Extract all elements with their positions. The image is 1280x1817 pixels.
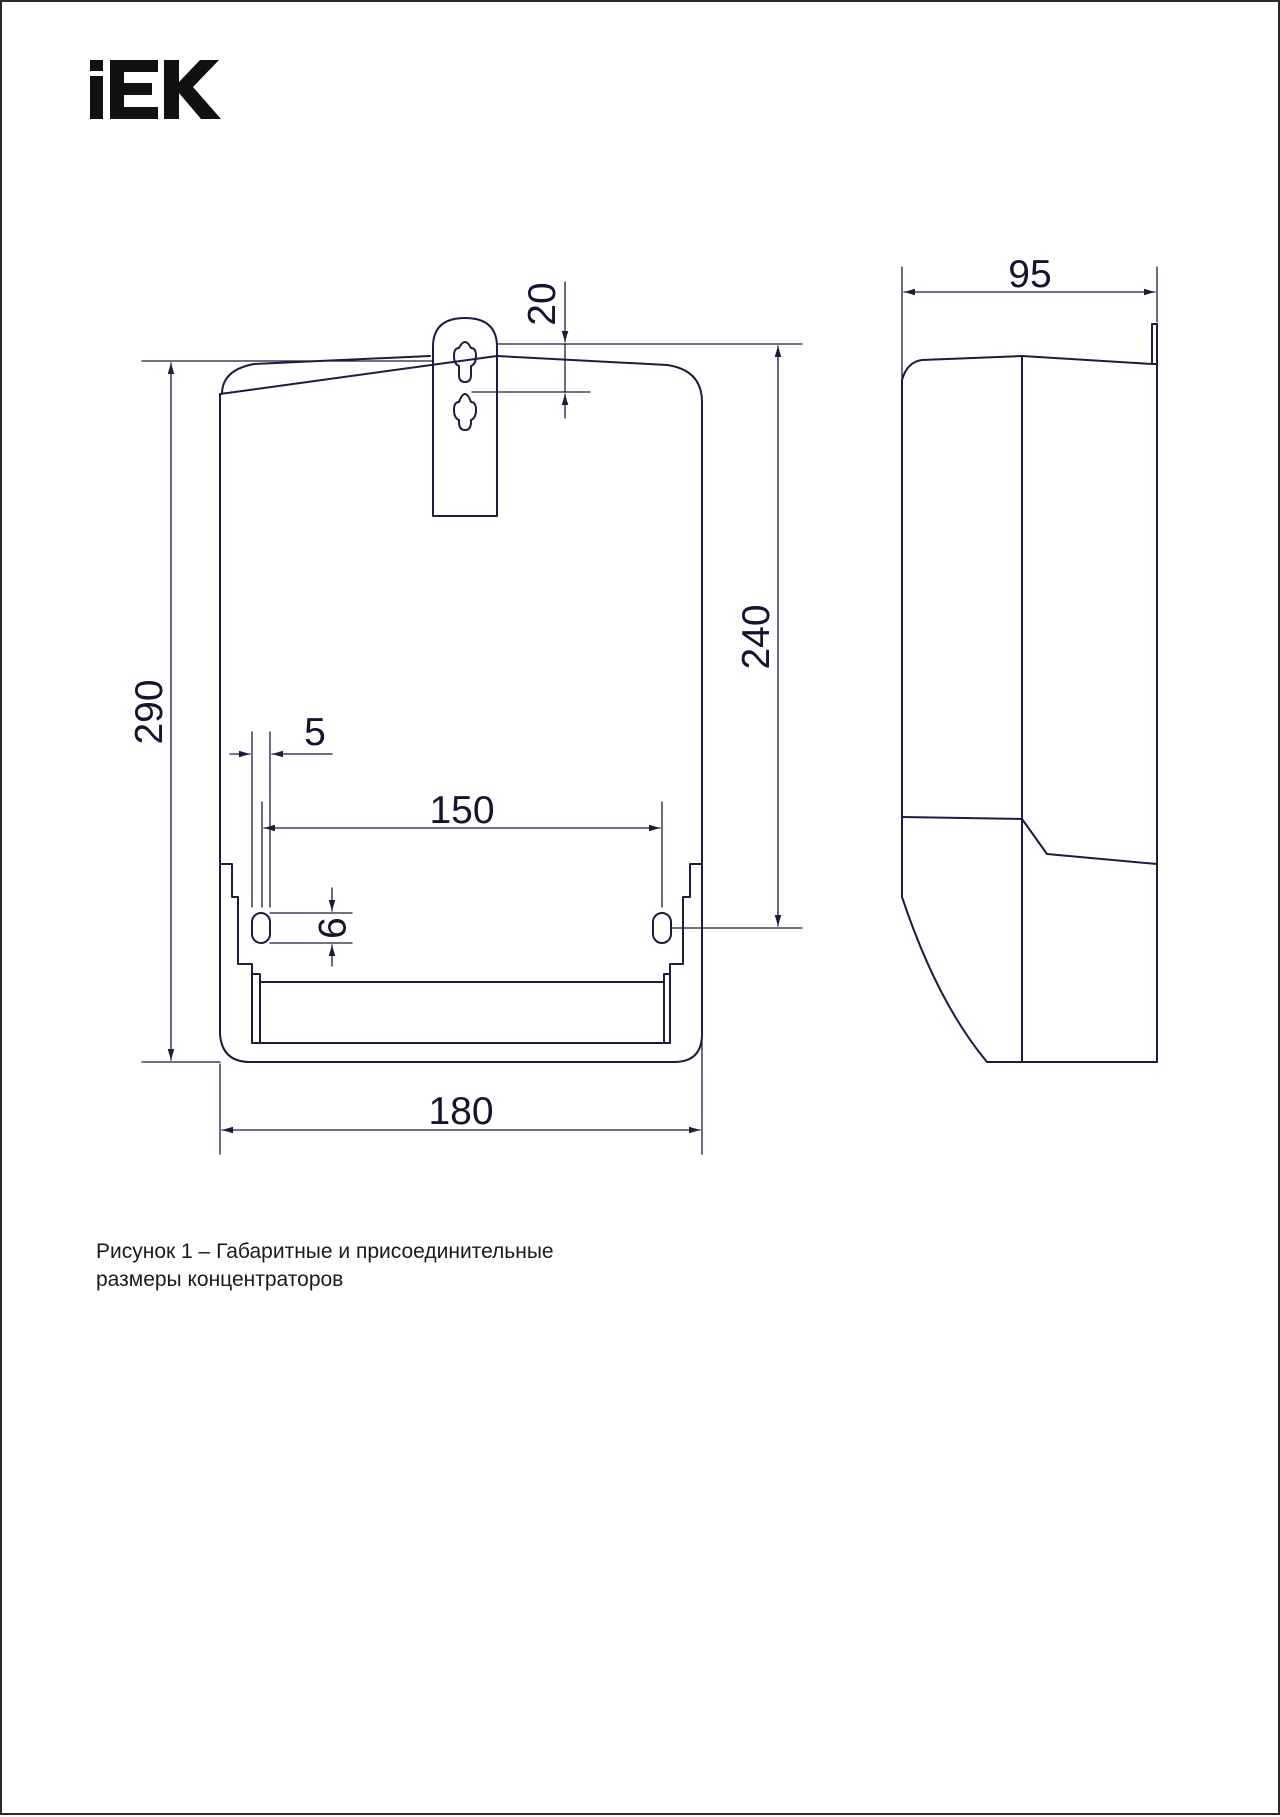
dim-label-150: 150 [429,789,495,832]
keyhole-lower [454,394,476,430]
dim-label-240: 240 [735,604,778,670]
side-view [902,324,1157,1062]
side-hook-tab [1152,324,1157,364]
dim-label-290: 290 [128,679,171,745]
dimension-drawing [2,2,1280,1817]
mount-slot-left [252,913,270,943]
hanging-hook-tab [433,318,497,516]
dim-label-95: 95 [1008,253,1052,296]
front-housing-outline [220,356,702,1062]
caption-line-1: Рисунок 1 – Габаритные и присоединительные [96,1240,554,1263]
side-housing-outline [902,356,1157,1062]
dim-label-20: 20 [521,282,564,326]
side-lower-cover-line [902,817,1157,864]
caption-line-2: размеры концентраторов [96,1268,344,1291]
dim-label-5: 5 [304,711,326,754]
front-left-step [220,864,702,1043]
front-view [220,318,702,1062]
dim-label-180: 180 [428,1090,494,1133]
mount-slot-right [653,913,671,943]
dim-label-9: 9 [310,917,353,939]
figure-caption [96,1238,796,1294]
front-bottom-tray [252,974,670,982]
